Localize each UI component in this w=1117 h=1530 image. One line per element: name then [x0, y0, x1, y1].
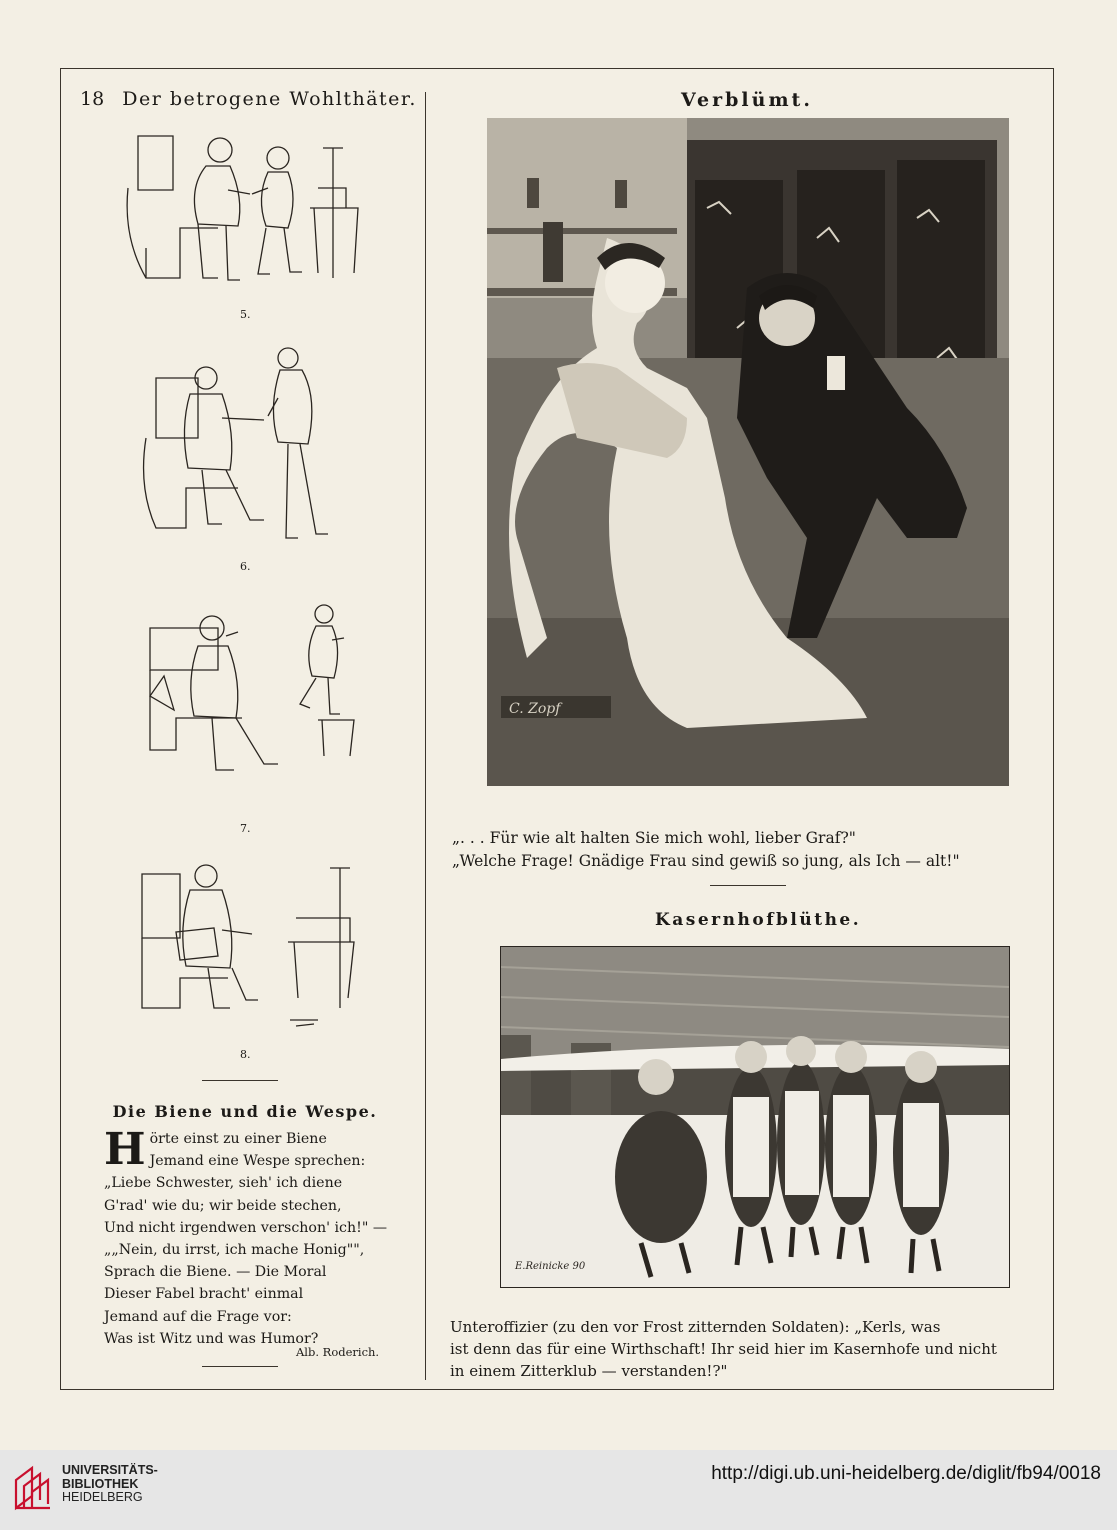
library-name-line-2: BIBLIOTHEK: [62, 1476, 139, 1491]
left-story-title: Der betrogene Wohlthäter.: [122, 88, 417, 110]
library-name: [62, 1464, 158, 1505]
illustration-panel-5: [118, 128, 378, 321]
illustration-panel-8: [118, 858, 378, 1061]
poem-author: Alb. Roderich.: [296, 1345, 380, 1359]
library-logo-icon[interactable]: [12, 1462, 56, 1516]
verbluemt-caption-line-1: „. . . Für wie alt halten Sie mich wohl, lieber Graf?": [452, 829, 856, 847]
illustration-panel-7: [118, 600, 378, 835]
illustration-panel-6: [118, 338, 378, 573]
poem-line: Und nicht irgendwen verschon' ich!" —: [104, 1219, 388, 1236]
source-url-link[interactable]: http://digi.ub.uni-heidelberg.de/diglit/fb94/0018: [711, 1463, 1101, 1484]
poem-dropcap: H: [104, 1124, 146, 1175]
poem-line: Jemand auf die Frage vor:: [104, 1308, 292, 1325]
kasernhof-caption-line: Unteroffizier (zu den vor Frost zitternden Soldaten): „Kerls, was: [450, 1318, 941, 1336]
verbluemt-artist-signature: C. Zopf: [509, 701, 561, 717]
poem-line: Was ist Witz und was Humor?: [104, 1330, 319, 1347]
left-header: [80, 88, 417, 110]
kasernhof-title: Kasernhofblüthe.: [655, 910, 862, 930]
poem-line: G'rad' wie du; wir beide stechen,: [104, 1197, 342, 1214]
verbluemt-caption-line-2: „Welche Frage! Gnädige Frau sind gewiß so jung, als Ich — alt!": [452, 852, 960, 870]
figure-number: 7.: [240, 822, 251, 835]
separator-rule: [710, 885, 786, 886]
library-name-line-3: HEIDELBERG: [62, 1490, 143, 1504]
column-divider: [425, 92, 426, 1380]
kasernhof-artist-signature: E.Reinicke 90: [515, 1261, 586, 1272]
poem-line: Dieser Fabel bracht' einmal: [104, 1286, 304, 1303]
separator-rule: [202, 1080, 278, 1081]
poem-body: [104, 1124, 409, 1350]
figure-number: 5.: [240, 308, 251, 321]
page-number: 18: [80, 88, 105, 110]
right-story-title: Verblümt.: [681, 89, 813, 111]
poem-line: „Liebe Schwester, sieh' ich diene: [104, 1175, 343, 1192]
poem-title: Die Biene und die Wespe.: [112, 1102, 378, 1121]
figure-number: 8.: [240, 1048, 251, 1061]
library-footer: [0, 1450, 1117, 1530]
poem-line: Jemand eine Wespe sprechen:: [149, 1153, 366, 1170]
kasernhof-caption-line: ist denn das für eine Wirthschaft! Ihr seid hier im Kasernhofe und nicht: [450, 1340, 997, 1358]
kasernhof-illustration: [500, 946, 1010, 1288]
separator-rule: [202, 1366, 278, 1367]
kasernhof-caption-line: in einem Zitterklub — verstanden!?": [450, 1362, 728, 1380]
poem-line: Sprach die Biene. — Die Moral: [104, 1264, 327, 1281]
library-name-line-1: UNIVERSITÄTS-: [62, 1463, 158, 1477]
poem-line: örte einst zu einer Biene: [149, 1131, 327, 1147]
poem-line: „„Nein, du irrst, ich mache Honig"",: [104, 1242, 365, 1259]
kasernhof-caption: [450, 1316, 1040, 1382]
verbluemt-illustration: [487, 118, 1009, 786]
figure-number: 6.: [240, 560, 251, 573]
